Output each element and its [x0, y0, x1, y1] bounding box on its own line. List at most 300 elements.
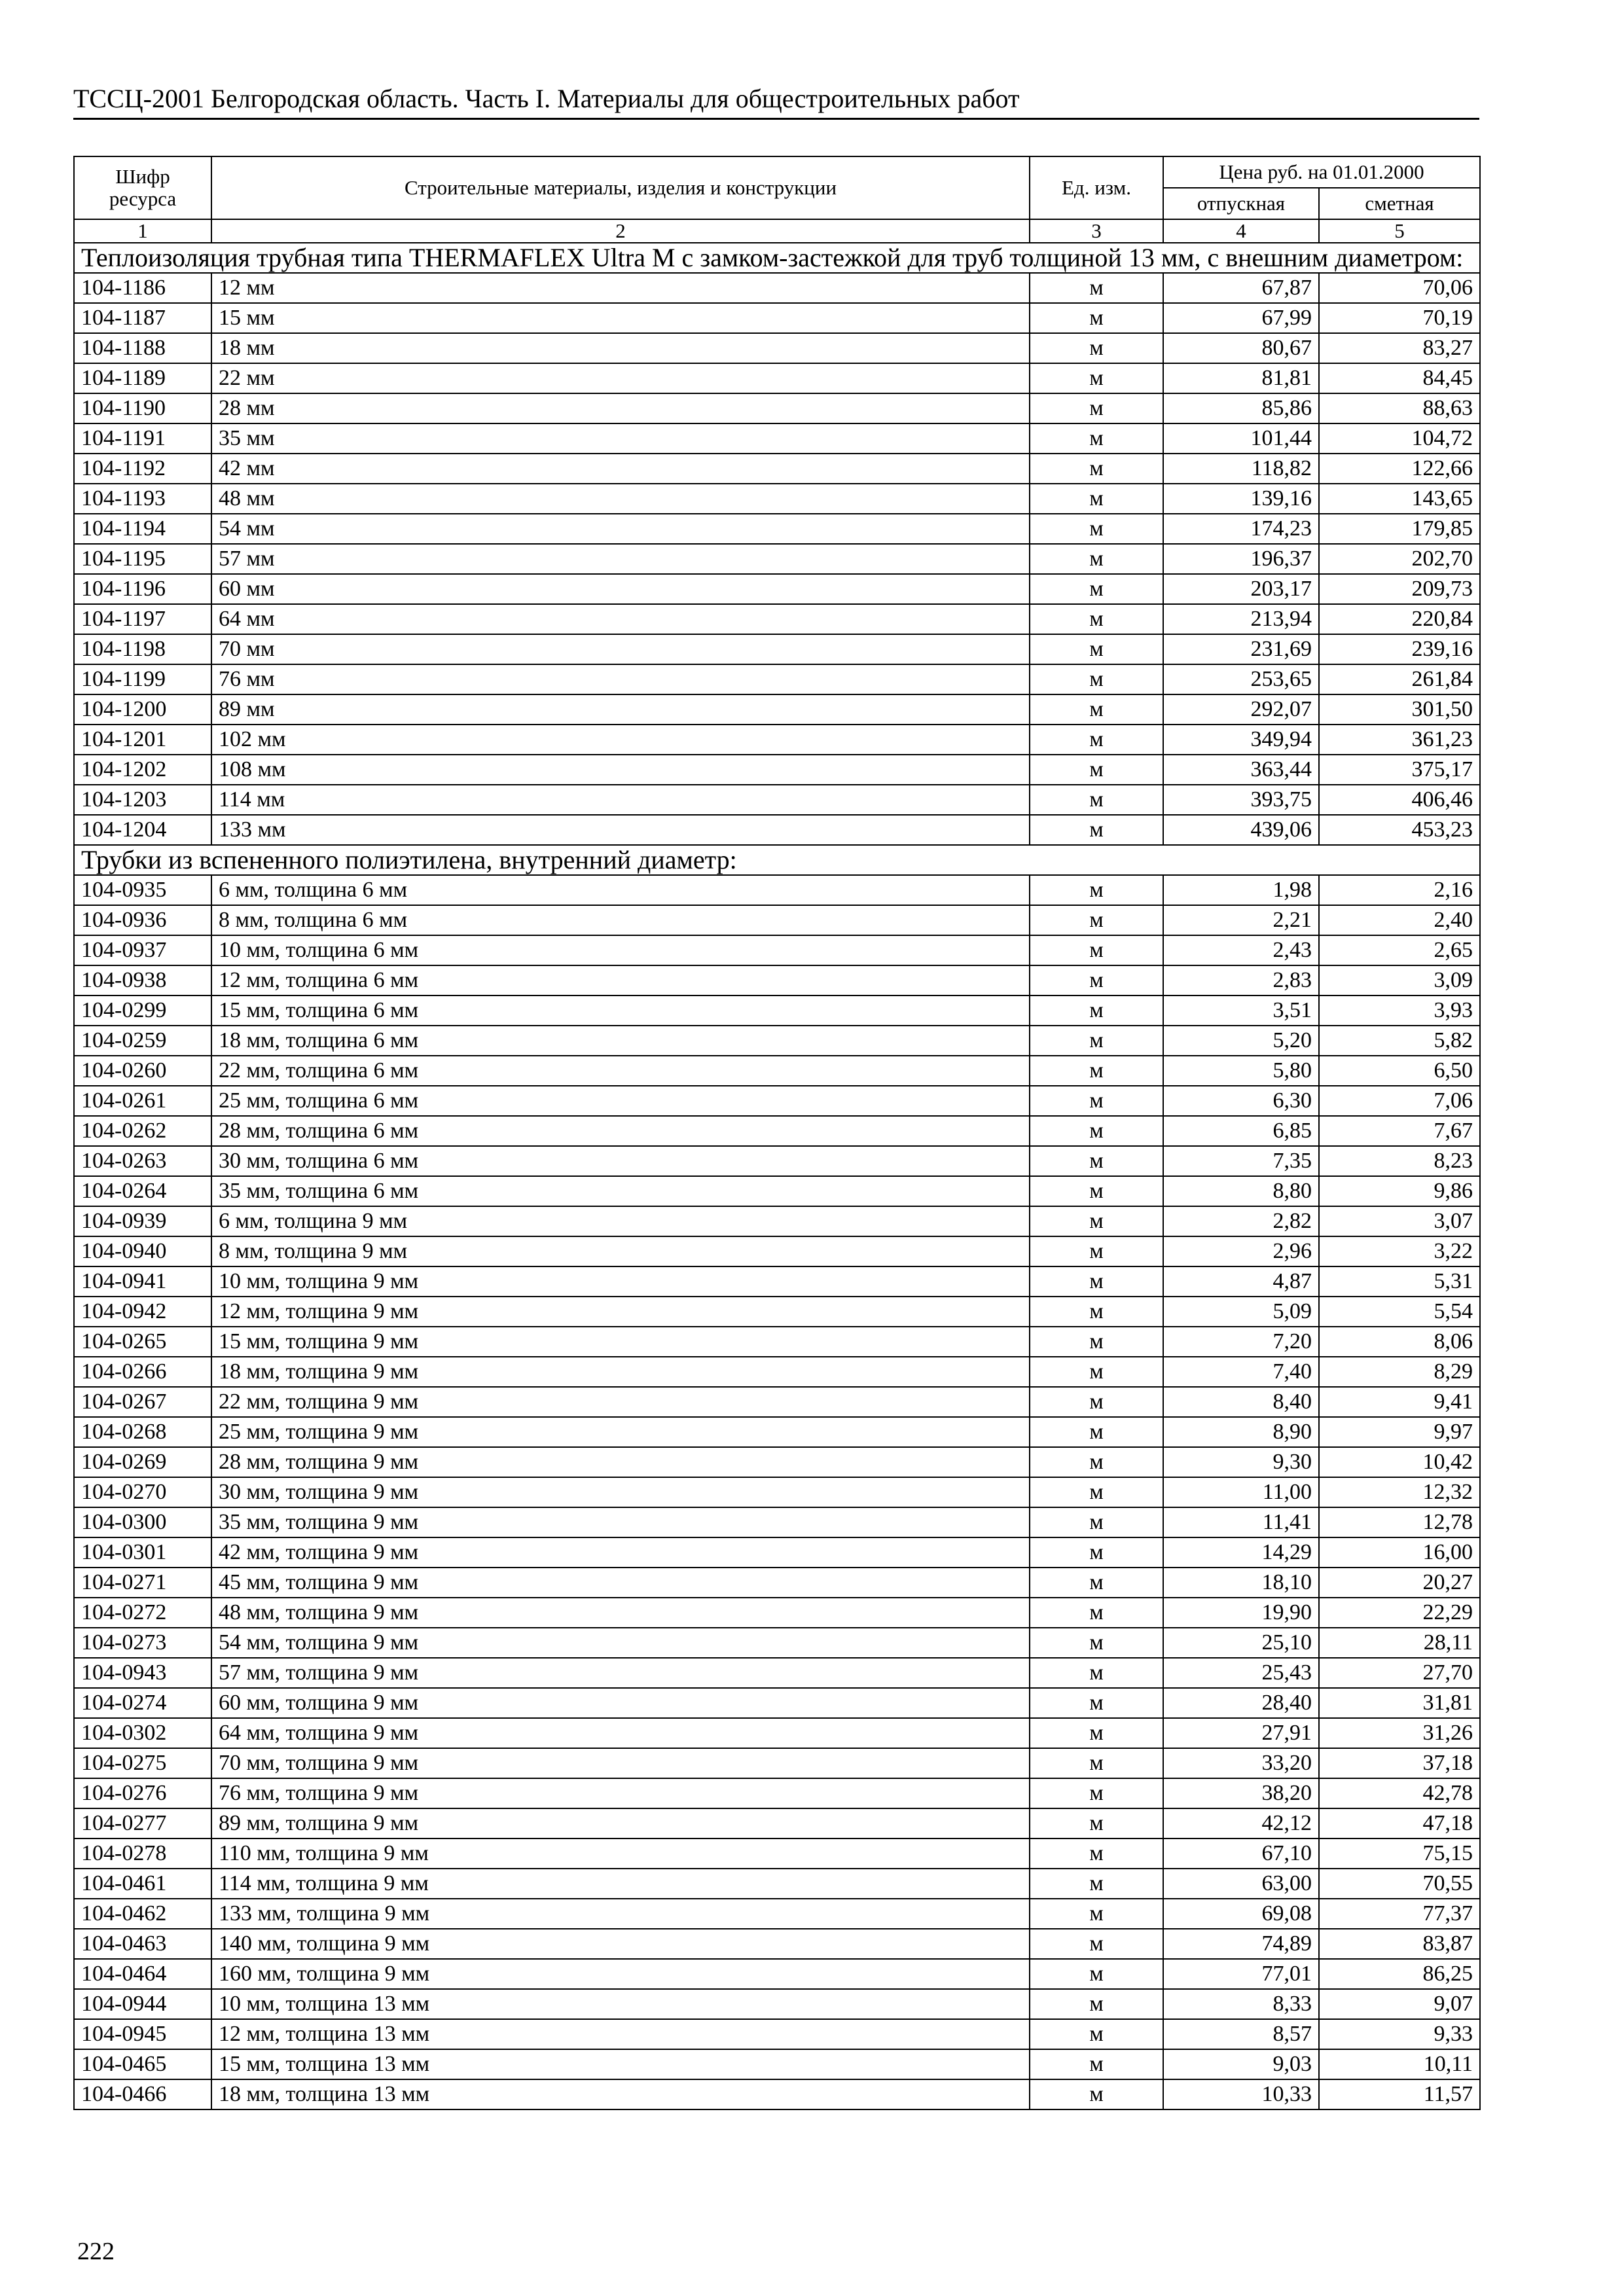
- release-price: 80,67: [1163, 333, 1319, 363]
- release-price: 6,30: [1163, 1086, 1319, 1116]
- unit-cell: м: [1030, 1839, 1163, 1869]
- material-name: 22 мм, толщина 9 мм: [211, 1387, 1030, 1417]
- resource-code: 104-0264: [74, 1176, 211, 1206]
- unit-cell: м: [1030, 1146, 1163, 1176]
- material-name: 6 мм, толщина 9 мм: [211, 1206, 1030, 1236]
- estimate-price: 75,15: [1319, 1839, 1480, 1869]
- table-row: [74, 514, 1480, 544]
- material-name: 15 мм, толщина 9 мм: [211, 1327, 1030, 1357]
- unit-cell: м: [1030, 1176, 1163, 1206]
- material-name: 18 мм, толщина 9 мм: [211, 1357, 1030, 1387]
- table-row: [74, 1507, 1480, 1537]
- resource-code: 104-0273: [74, 1628, 211, 1658]
- table-body: [74, 243, 1480, 2109]
- estimate-price: 86,25: [1319, 1959, 1480, 1989]
- table-row: [74, 393, 1480, 423]
- unit-cell: м: [1030, 393, 1163, 423]
- unit-cell: м: [1030, 1477, 1163, 1507]
- unit-cell: м: [1030, 544, 1163, 574]
- table-row: [74, 303, 1480, 333]
- release-price: 8,57: [1163, 2019, 1319, 2049]
- material-name: 28 мм: [211, 393, 1030, 423]
- release-price: 11,00: [1163, 1477, 1319, 1507]
- estimate-price: 9,97: [1319, 1417, 1480, 1447]
- unit-cell: м: [1030, 363, 1163, 393]
- resource-code: 104-0268: [74, 1417, 211, 1447]
- resource-code: 104-0270: [74, 1477, 211, 1507]
- release-price: 10,33: [1163, 2079, 1319, 2109]
- release-price: 74,89: [1163, 1929, 1319, 1959]
- unit-cell: м: [1030, 875, 1163, 905]
- estimate-price: 10,11: [1319, 2049, 1480, 2079]
- resource-code: 104-0269: [74, 1447, 211, 1477]
- page-number: 222: [77, 2238, 115, 2265]
- table-row: [74, 996, 1480, 1026]
- unit-cell: м: [1030, 1929, 1163, 1959]
- material-name: 30 мм, толщина 9 мм: [211, 1477, 1030, 1507]
- column-number: 5: [1319, 219, 1480, 243]
- material-name: 18 мм: [211, 333, 1030, 363]
- resource-code: 104-0267: [74, 1387, 211, 1417]
- resource-code: 104-0939: [74, 1206, 211, 1236]
- estimate-price: 143,65: [1319, 484, 1480, 514]
- resource-code: 104-0466: [74, 2079, 211, 2109]
- resource-code: 104-0463: [74, 1929, 211, 1959]
- material-name: 45 мм, толщина 9 мм: [211, 1568, 1030, 1598]
- estimate-price: 5,31: [1319, 1266, 1480, 1297]
- release-price: 27,91: [1163, 1718, 1319, 1748]
- estimate-price: 3,22: [1319, 1236, 1480, 1266]
- table-row: [74, 1808, 1480, 1839]
- release-price: 5,09: [1163, 1297, 1319, 1327]
- unit-cell: м: [1030, 1116, 1163, 1146]
- unit-cell: м: [1030, 664, 1163, 694]
- material-name: 76 мм: [211, 664, 1030, 694]
- resource-code: 104-0301: [74, 1537, 211, 1568]
- release-price: 196,37: [1163, 544, 1319, 574]
- resource-code: 104-1187: [74, 303, 211, 333]
- table-row: [74, 1206, 1480, 1236]
- unit-cell: м: [1030, 484, 1163, 514]
- estimate-price: 22,29: [1319, 1598, 1480, 1628]
- col-header-release-price: отпускная: [1163, 188, 1319, 219]
- table-row: [74, 875, 1480, 905]
- unit-cell: м: [1030, 634, 1163, 664]
- release-price: 18,10: [1163, 1568, 1319, 1598]
- unit-cell: м: [1030, 1206, 1163, 1236]
- resource-code: 104-0265: [74, 1327, 211, 1357]
- resource-code: 104-1198: [74, 634, 211, 664]
- table-row: [74, 1056, 1480, 1086]
- resource-code: 104-0937: [74, 935, 211, 965]
- release-price: 139,16: [1163, 484, 1319, 514]
- estimate-price: 9,86: [1319, 1176, 1480, 1206]
- resource-code: 104-0259: [74, 1026, 211, 1056]
- unit-cell: м: [1030, 1537, 1163, 1568]
- unit-cell: м: [1030, 423, 1163, 454]
- material-name: 114 мм: [211, 785, 1030, 815]
- unit-cell: м: [1030, 1628, 1163, 1658]
- resource-code: 104-1194: [74, 514, 211, 544]
- estimate-price: 3,09: [1319, 965, 1480, 996]
- resource-code: 104-0261: [74, 1086, 211, 1116]
- column-number: 1: [74, 219, 211, 243]
- resource-code: 104-0263: [74, 1146, 211, 1176]
- unit-cell: м: [1030, 303, 1163, 333]
- resource-code: 104-0262: [74, 1116, 211, 1146]
- release-price: 25,43: [1163, 1658, 1319, 1688]
- column-number-row: [74, 219, 1480, 243]
- table-row: [74, 454, 1480, 484]
- release-price: 2,21: [1163, 905, 1319, 935]
- material-name: 133 мм, толщина 9 мм: [211, 1899, 1030, 1929]
- release-price: 28,40: [1163, 1688, 1319, 1718]
- material-name: 30 мм, толщина 6 мм: [211, 1146, 1030, 1176]
- material-name: 42 мм, толщина 9 мм: [211, 1537, 1030, 1568]
- table-row: [74, 694, 1480, 725]
- estimate-price: 2,16: [1319, 875, 1480, 905]
- material-name: 42 мм: [211, 454, 1030, 484]
- table-row: [74, 1598, 1480, 1628]
- material-name: 60 мм: [211, 574, 1030, 604]
- section-row: [74, 243, 1480, 273]
- material-name: 70 мм: [211, 634, 1030, 664]
- resource-code: 104-0260: [74, 1056, 211, 1086]
- table-row: [74, 1628, 1480, 1658]
- release-price: 2,43: [1163, 935, 1319, 965]
- table-row: [74, 785, 1480, 815]
- material-name: 114 мм, толщина 9 мм: [211, 1869, 1030, 1899]
- estimate-price: 37,18: [1319, 1748, 1480, 1778]
- resource-code: 104-0941: [74, 1266, 211, 1297]
- material-name: 22 мм: [211, 363, 1030, 393]
- material-name: 48 мм: [211, 484, 1030, 514]
- resource-code: 104-1186: [74, 273, 211, 303]
- release-price: 5,80: [1163, 1056, 1319, 1086]
- release-price: 77,01: [1163, 1959, 1319, 1989]
- table-row: [74, 935, 1480, 965]
- estimate-price: 8,23: [1319, 1146, 1480, 1176]
- table-row: [74, 1899, 1480, 1929]
- table-row: [74, 363, 1480, 393]
- release-price: 118,82: [1163, 454, 1319, 484]
- release-price: 2,82: [1163, 1206, 1319, 1236]
- material-name: 64 мм: [211, 604, 1030, 634]
- table-header-row: [74, 156, 1480, 188]
- estimate-price: 239,16: [1319, 634, 1480, 664]
- resource-code: 104-0299: [74, 996, 211, 1026]
- release-price: 292,07: [1163, 694, 1319, 725]
- estimate-price: 9,33: [1319, 2019, 1480, 2049]
- table-row: [74, 1266, 1480, 1297]
- estimate-price: 31,81: [1319, 1688, 1480, 1718]
- release-price: 25,10: [1163, 1628, 1319, 1658]
- unit-cell: м: [1030, 905, 1163, 935]
- estimate-price: 301,50: [1319, 694, 1480, 725]
- release-price: 7,20: [1163, 1327, 1319, 1357]
- release-price: 33,20: [1163, 1748, 1319, 1778]
- unit-cell: м: [1030, 815, 1163, 845]
- material-name: 18 мм, толщина 6 мм: [211, 1026, 1030, 1056]
- release-price: 85,86: [1163, 393, 1319, 423]
- unit-cell: м: [1030, 1387, 1163, 1417]
- material-name: 12 мм, толщина 13 мм: [211, 2019, 1030, 2049]
- unit-cell: м: [1030, 1959, 1163, 1989]
- unit-cell: м: [1030, 1357, 1163, 1387]
- unit-cell: м: [1030, 1658, 1163, 1688]
- table-row: [74, 1778, 1480, 1808]
- material-name: 15 мм: [211, 303, 1030, 333]
- table-row: [74, 1929, 1480, 1959]
- estimate-price: 9,07: [1319, 1989, 1480, 2019]
- material-name: 12 мм: [211, 273, 1030, 303]
- unit-cell: м: [1030, 694, 1163, 725]
- col-header-estimate-price: сметная: [1319, 188, 1480, 219]
- table-row: [74, 1658, 1480, 1688]
- unit-cell: м: [1030, 514, 1163, 544]
- release-price: 42,12: [1163, 1808, 1319, 1839]
- material-name: 8 мм, толщина 9 мм: [211, 1236, 1030, 1266]
- unit-cell: м: [1030, 1086, 1163, 1116]
- unit-cell: м: [1030, 755, 1163, 785]
- unit-cell: м: [1030, 1327, 1163, 1357]
- table-row: [74, 2079, 1480, 2109]
- material-name: 89 мм: [211, 694, 1030, 725]
- estimate-price: 104,72: [1319, 423, 1480, 454]
- material-name: 108 мм: [211, 755, 1030, 785]
- release-price: 9,03: [1163, 2049, 1319, 2079]
- table-row: [74, 1297, 1480, 1327]
- resource-code: 104-1197: [74, 604, 211, 634]
- resource-code: 104-0940: [74, 1236, 211, 1266]
- estimate-price: 2,40: [1319, 905, 1480, 935]
- material-name: 28 мм, толщина 6 мм: [211, 1116, 1030, 1146]
- estimate-price: 2,65: [1319, 935, 1480, 965]
- unit-cell: м: [1030, 333, 1163, 363]
- release-price: 213,94: [1163, 604, 1319, 634]
- estimate-price: 9,41: [1319, 1387, 1480, 1417]
- unit-cell: м: [1030, 1778, 1163, 1808]
- table-row: [74, 1748, 1480, 1778]
- estimate-price: 179,85: [1319, 514, 1480, 544]
- resource-code: 104-0462: [74, 1899, 211, 1929]
- estimate-price: 375,17: [1319, 755, 1480, 785]
- unit-cell: м: [1030, 2079, 1163, 2109]
- table-row: [74, 755, 1480, 785]
- material-name: 10 мм, толщина 9 мм: [211, 1266, 1030, 1297]
- resource-code: 104-0943: [74, 1658, 211, 1688]
- release-price: 67,10: [1163, 1839, 1319, 1869]
- resource-code: 104-1203: [74, 785, 211, 815]
- release-price: 63,00: [1163, 1869, 1319, 1899]
- estimate-price: 70,55: [1319, 1869, 1480, 1899]
- table-row: [74, 1447, 1480, 1477]
- release-price: 5,20: [1163, 1026, 1319, 1056]
- table-row: [74, 273, 1480, 303]
- material-name: 6 мм, толщина 6 мм: [211, 875, 1030, 905]
- estimate-price: 5,54: [1319, 1297, 1480, 1327]
- release-price: 67,99: [1163, 303, 1319, 333]
- release-price: 7,35: [1163, 1146, 1319, 1176]
- release-price: 38,20: [1163, 1778, 1319, 1808]
- resource-code: 104-0276: [74, 1778, 211, 1808]
- release-price: 14,29: [1163, 1537, 1319, 1568]
- material-name: 25 мм, толщина 9 мм: [211, 1417, 1030, 1447]
- estimate-price: 3,07: [1319, 1206, 1480, 1236]
- estimate-price: 28,11: [1319, 1628, 1480, 1658]
- col-header-price-group: Цена руб. на 01.01.2000: [1163, 156, 1480, 188]
- release-price: 349,94: [1163, 725, 1319, 755]
- resource-code: 104-0277: [74, 1808, 211, 1839]
- estimate-price: 10,42: [1319, 1447, 1480, 1477]
- material-name: 10 мм, толщина 6 мм: [211, 935, 1030, 965]
- estimate-price: 406,46: [1319, 785, 1480, 815]
- material-name: 12 мм, толщина 9 мм: [211, 1297, 1030, 1327]
- resource-code: 104-0275: [74, 1748, 211, 1778]
- release-price: 8,33: [1163, 1989, 1319, 2019]
- unit-cell: м: [1030, 1718, 1163, 1748]
- estimate-price: 70,06: [1319, 273, 1480, 303]
- unit-cell: м: [1030, 1447, 1163, 1477]
- resource-code: 104-0461: [74, 1869, 211, 1899]
- resource-code: 104-1200: [74, 694, 211, 725]
- table-row: [74, 484, 1480, 514]
- unit-cell: м: [1030, 1507, 1163, 1537]
- release-price: 67,87: [1163, 273, 1319, 303]
- release-price: 101,44: [1163, 423, 1319, 454]
- resource-code: 104-0942: [74, 1297, 211, 1327]
- material-name: 60 мм, толщина 9 мм: [211, 1688, 1030, 1718]
- resource-code: 104-0465: [74, 2049, 211, 2079]
- material-name: 76 мм, толщина 9 мм: [211, 1778, 1030, 1808]
- page-header: ТССЦ-2001 Белгородская область. Часть I. Материалы для общестроительных работ: [73, 84, 1479, 120]
- unit-cell: м: [1030, 1056, 1163, 1086]
- material-name: 35 мм, толщина 9 мм: [211, 1507, 1030, 1537]
- resource-code: 104-0302: [74, 1718, 211, 1748]
- estimate-price: 202,70: [1319, 544, 1480, 574]
- material-name: 110 мм, толщина 9 мм: [211, 1839, 1030, 1869]
- unit-cell: м: [1030, 785, 1163, 815]
- unit-cell: м: [1030, 965, 1163, 996]
- unit-cell: м: [1030, 2049, 1163, 2079]
- unit-cell: м: [1030, 1899, 1163, 1929]
- table-row: [74, 423, 1480, 454]
- material-name: 35 мм, толщина 6 мм: [211, 1176, 1030, 1206]
- resource-code: 104-0945: [74, 2019, 211, 2049]
- unit-cell: м: [1030, 1568, 1163, 1598]
- estimate-price: 42,78: [1319, 1778, 1480, 1808]
- table-row: [74, 2049, 1480, 2079]
- resource-code: 104-0278: [74, 1839, 211, 1869]
- estimate-price: 8,29: [1319, 1357, 1480, 1387]
- release-price: 8,40: [1163, 1387, 1319, 1417]
- section-title: Теплоизоляция трубная типа THERMAFLEX Ultra M с замком-застежкой для труб толщиной 13 мм, с внешним диаметром:: [74, 243, 1480, 273]
- release-price: 2,96: [1163, 1236, 1319, 1266]
- unit-cell: м: [1030, 454, 1163, 484]
- resource-code: 104-0936: [74, 905, 211, 935]
- table-row: [74, 815, 1480, 845]
- release-price: 393,75: [1163, 785, 1319, 815]
- unit-cell: м: [1030, 1748, 1163, 1778]
- col-header-code: Шифр ресурса: [74, 156, 211, 219]
- estimate-price: 11,57: [1319, 2079, 1480, 2109]
- col-header-unit: Ед. изм.: [1030, 156, 1163, 219]
- unit-cell: м: [1030, 1808, 1163, 1839]
- release-price: 7,40: [1163, 1357, 1319, 1387]
- estimate-price: 7,67: [1319, 1116, 1480, 1146]
- table-row: [74, 1026, 1480, 1056]
- estimate-price: 88,63: [1319, 393, 1480, 423]
- estimate-price: 6,50: [1319, 1056, 1480, 1086]
- material-name: 140 мм, толщина 9 мм: [211, 1929, 1030, 1959]
- unit-cell: м: [1030, 1417, 1163, 1447]
- estimate-price: 261,84: [1319, 664, 1480, 694]
- estimate-price: 20,27: [1319, 1568, 1480, 1598]
- resource-code: 104-1202: [74, 755, 211, 785]
- table-row: [74, 664, 1480, 694]
- release-price: 2,83: [1163, 965, 1319, 996]
- estimate-price: 16,00: [1319, 1537, 1480, 1568]
- release-price: 11,41: [1163, 1507, 1319, 1537]
- estimate-price: 5,82: [1319, 1026, 1480, 1056]
- release-price: 231,69: [1163, 634, 1319, 664]
- table-row: [74, 1357, 1480, 1387]
- estimate-price: 8,06: [1319, 1327, 1480, 1357]
- resource-code: 104-0944: [74, 1989, 211, 2019]
- unit-cell: м: [1030, 1989, 1163, 2019]
- table-row: [74, 1568, 1480, 1598]
- release-price: 8,90: [1163, 1417, 1319, 1447]
- table-row: [74, 1869, 1480, 1899]
- column-number: 3: [1030, 219, 1163, 243]
- material-name: 57 мм, толщина 9 мм: [211, 1658, 1030, 1688]
- table-row: [74, 333, 1480, 363]
- unit-cell: м: [1030, 273, 1163, 303]
- release-price: 3,51: [1163, 996, 1319, 1026]
- release-price: 69,08: [1163, 1899, 1319, 1929]
- unit-cell: м: [1030, 1688, 1163, 1718]
- release-price: 174,23: [1163, 514, 1319, 544]
- table-row: [74, 574, 1480, 604]
- release-price: 8,80: [1163, 1176, 1319, 1206]
- column-number: 4: [1163, 219, 1319, 243]
- table-row: [74, 1116, 1480, 1146]
- material-name: 54 мм, толщина 9 мм: [211, 1628, 1030, 1658]
- estimate-price: 84,45: [1319, 363, 1480, 393]
- resource-code: 104-0938: [74, 965, 211, 996]
- estimate-price: 220,84: [1319, 604, 1480, 634]
- estimate-price: 453,23: [1319, 815, 1480, 845]
- price-table: [73, 156, 1481, 2110]
- release-price: 203,17: [1163, 574, 1319, 604]
- resource-code: 104-1199: [74, 664, 211, 694]
- unit-cell: м: [1030, 1869, 1163, 1899]
- table-row: [74, 1989, 1480, 2019]
- estimate-price: 361,23: [1319, 725, 1480, 755]
- resource-code: 104-1193: [74, 484, 211, 514]
- table-row: [74, 2019, 1480, 2049]
- release-price: 19,90: [1163, 1598, 1319, 1628]
- resource-code: 104-1195: [74, 544, 211, 574]
- table-row: [74, 1537, 1480, 1568]
- material-name: 64 мм, толщина 9 мм: [211, 1718, 1030, 1748]
- material-name: 28 мм, толщина 9 мм: [211, 1447, 1030, 1477]
- material-name: 18 мм, толщина 13 мм: [211, 2079, 1030, 2109]
- material-name: 25 мм, толщина 6 мм: [211, 1086, 1030, 1116]
- unit-cell: м: [1030, 1297, 1163, 1327]
- table-row: [74, 1477, 1480, 1507]
- release-price: 439,06: [1163, 815, 1319, 845]
